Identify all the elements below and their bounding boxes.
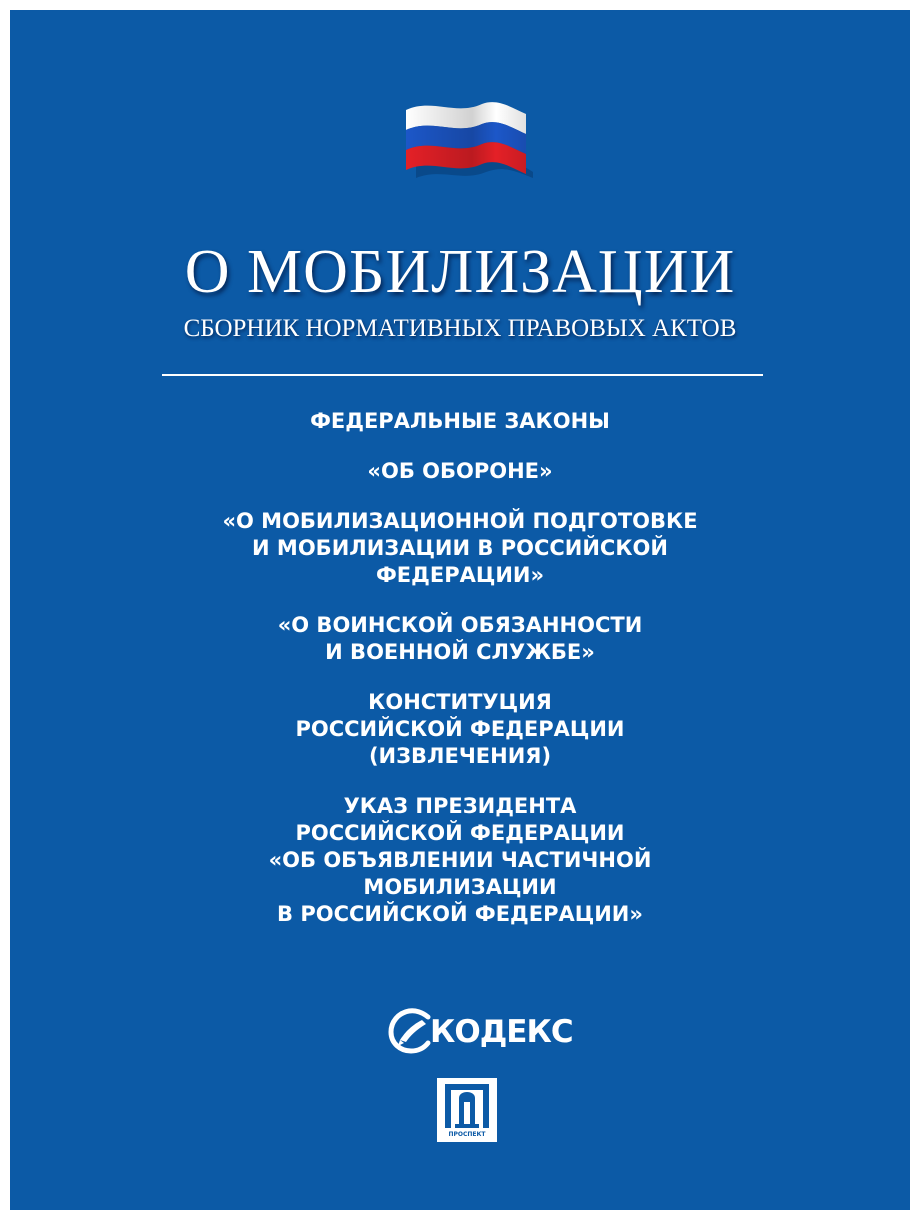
contents-line: В РОССИЙСКОЙ ФЕДЕРАЦИИ» [277, 902, 643, 926]
contents-line: «ОБ ОБЪЯВЛЕНИИ ЧАСТИЧНОЙ [268, 848, 652, 872]
kodeks-logo-icon [388, 1008, 436, 1054]
contents-line: РОССИЙСКОЙ ФЕДЕРАЦИИ [295, 717, 625, 741]
contents-line: «О МОБИЛИЗАЦИОННОЙ ПОДГОТОВКЕ [222, 509, 698, 533]
contents-line: РОССИЙСКОЙ ФЕДЕРАЦИИ [295, 821, 625, 845]
contents-entry [10, 793, 910, 928]
contents-line: «О ВОИНСКОЙ ОБЯЗАННОСТИ [277, 613, 643, 637]
contents-line: ФЕДЕРАЛЬНЫЕ ЗАКОНЫ [310, 409, 610, 433]
contents-line: КОНСТИТУЦИЯ [368, 690, 552, 714]
contents-line: И МОБИЛИЗАЦИИ В РОССИЙСКОЙ [252, 536, 668, 560]
contents-line: «ОБ ОБОРОНЕ» [367, 459, 553, 483]
contents-entry [10, 689, 910, 770]
contents-line: ФЕДЕРАЦИИ» [375, 563, 545, 587]
contents-list [10, 408, 910, 951]
book-subtitle: СБОРНИК НОРМАТИВНЫХ ПРАВОВЫХ АКТОВ [183, 315, 737, 342]
contents-line: И ВОЕННОЙ СЛУЖБЕ» [325, 640, 595, 664]
contents-line: МОБИЛИЗАЦИИ [363, 875, 557, 899]
book-cover [10, 10, 910, 1210]
kodeks-logo-text: КОДЕКС [430, 1014, 573, 1050]
russian-flag-icon [402, 98, 536, 180]
contents-line: УКАЗ ПРЕЗИДЕНТА [343, 794, 577, 818]
kodeks-logo [388, 1006, 573, 1056]
title-divider [162, 374, 763, 376]
prospekt-logo-text: ПРОСПЕКТ [448, 1131, 486, 1138]
book-title: О МОБИЛИЗАЦИИ [184, 238, 736, 306]
contents-entry [10, 612, 910, 666]
contents-entry [10, 408, 910, 435]
prospekt-logo [437, 1078, 497, 1142]
contents-entry [10, 458, 910, 485]
contents-entry [10, 508, 910, 589]
contents-line: (ИЗВЛЕЧЕНИЯ) [368, 744, 552, 768]
